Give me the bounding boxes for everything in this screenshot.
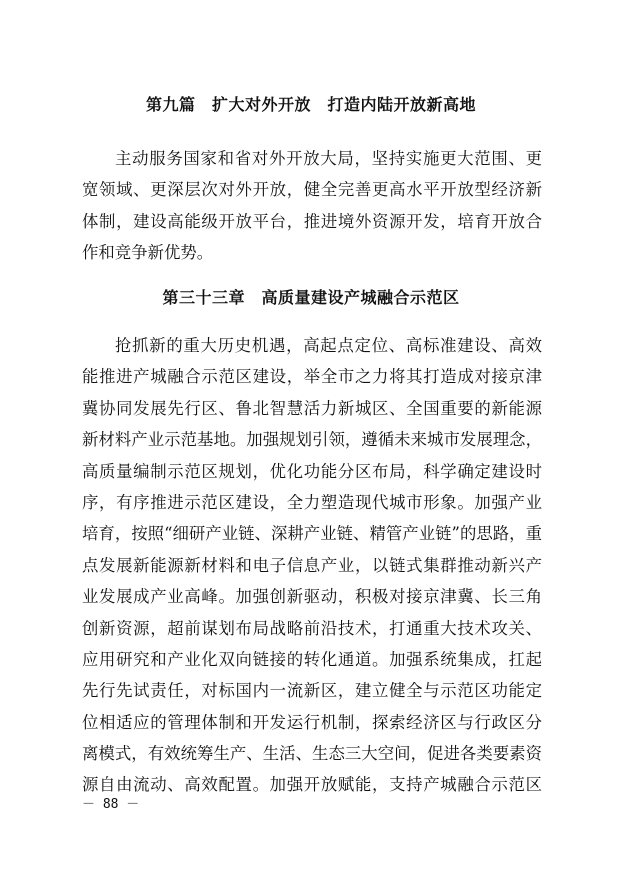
intro-paragraph — [82, 143, 542, 269]
text-line: 作和竞争新优势。 — [82, 243, 214, 263]
part-title: 第九篇 扩大对外开放 打造内陆开放新高地 — [145, 95, 476, 114]
text-line: 能推进产城融合示范区建设，举全市之力将其打造成对接京津 — [82, 367, 542, 387]
text-line: 体制，建设高能级开放平台，推进境外资源开发，培育开放合 — [82, 211, 542, 231]
text-line: 抢抓新的重大历史机遇，高起点定位、高标准建设、高效 — [115, 336, 542, 355]
text-line: 位相适应的管理体制和开发运行机制，探索经济区与行政区分 — [82, 712, 542, 732]
text-line: 先行先试责任，对标国内一流新区，建立健全与示范区功能定 — [82, 681, 542, 701]
text-line: 离模式，有效统筹生产、生活、生态三大空间，促进各类要素资 — [82, 744, 542, 764]
text-line: 序，有序推进示范区建设，全力塑造现代城市形象。加强产业 — [82, 492, 542, 512]
chapter-title: 第三十三章 高质量建设产城融合示范区 — [162, 288, 460, 307]
text-line: 培育，按照“细研产业链、深耕产业链、精管产业链”的思路，重 — [82, 524, 542, 544]
text-line: 新材料产业示范基地。加强规划引领，遵循未来城市发展理念， — [82, 430, 542, 450]
text-line: 点发展新能源新材料和电子信息产业，以链式集群推动新兴产 — [82, 555, 542, 575]
text-line: 源自由流动、高效配置。加强开放赋能，支持产城融合示范区 — [82, 775, 542, 795]
text-line: 主动服务国家和省对外开放大局，坚持实施更大范围、更 — [115, 149, 542, 168]
text-line: 高质量编制示范区规划，优化功能分区布局，科学确定建设时 — [82, 461, 542, 481]
chapter-paragraph — [82, 330, 542, 801]
text-line: 宽领域、更深层次对外开放，健全完善更高水平开放型经济新 — [82, 180, 542, 200]
page-number: － 88 － — [82, 797, 140, 812]
text-line: 创新资源，超前谋划布局战略前沿技术，打通重大技术攻关、 — [82, 618, 542, 638]
text-line: 冀协同发展先行区、鲁北智慧活力新城区、全国重要的新能源 — [82, 398, 542, 418]
text-line: 应用研究和产业化双向链接的转化通道。加强系统集成，扛起 — [82, 649, 542, 669]
text-line: 业发展成产业高峰。加强创新驱动，积极对接京津冀、长三角 — [82, 587, 542, 607]
